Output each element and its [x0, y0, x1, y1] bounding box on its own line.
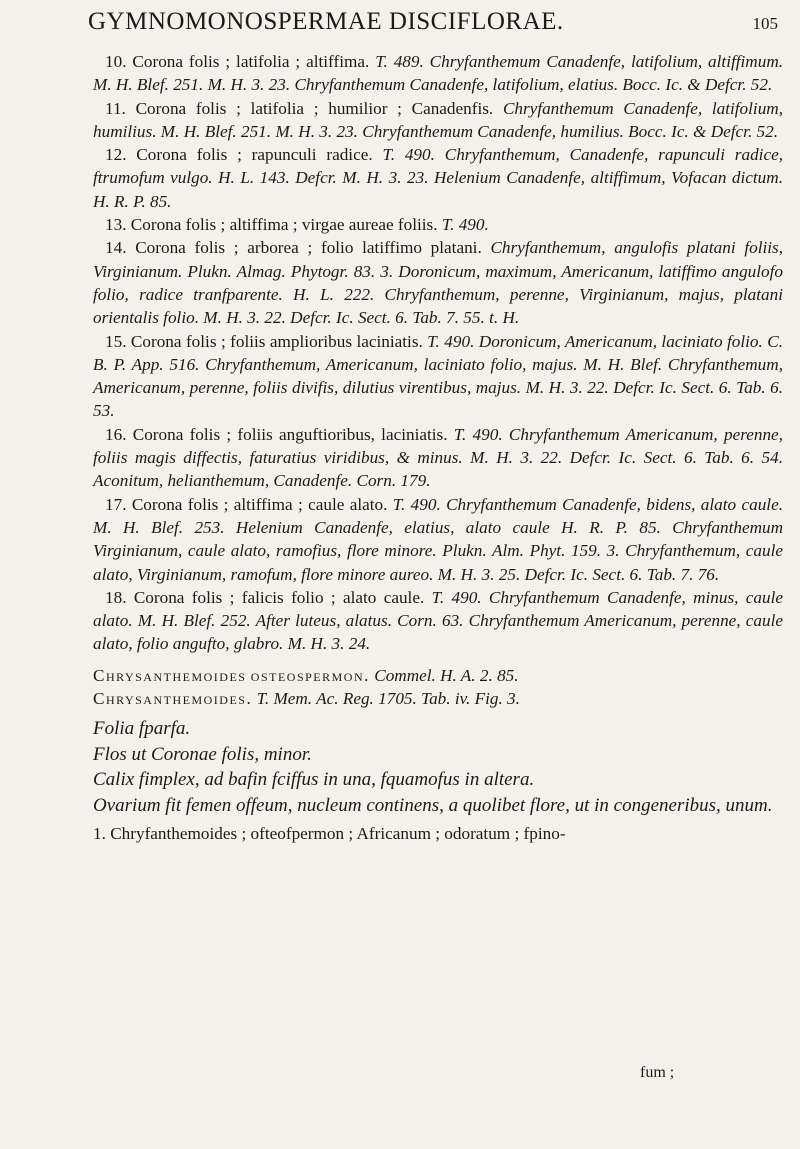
genus-reference: Commel. H. A. 2. 85.	[374, 665, 519, 685]
entry-synonyms: T. 489. Chryfanthemum Canadenfe, latifolium, altiffimum. M. H. Blef. 251. M. H. 3. 23. Chryfanthemum Canadenfe, latifolium, elatius. Bocc. Ic. & Defcr. 52.	[93, 52, 784, 95]
genus-description	[93, 716, 783, 818]
entry-diagnosis: Corona folis ; arborea ; folio latiffimo platani.	[135, 238, 482, 258]
entry-diagnosis: Corona folis ; altiffima ; virgae aureae foliis.	[130, 215, 438, 235]
genus-heading-1	[93, 664, 783, 687]
entry-number: 16.	[105, 424, 127, 444]
genus-heading-2	[93, 687, 783, 710]
genus-name: Chrysanthemoides	[93, 665, 247, 685]
entry-synonyms: T. 490. Chryfanthemum, Canadenfe, rapunculi radice, ftrumofum vulgo. H. L. 143. Defcr. M. H. 3. 23. Helenium Canadenfe, altiffimum, Vofacan dictum. H. R. P. 85.	[93, 145, 783, 211]
entry-diagnosis: Corona folis ; foliis anguftioribus, laciniatis.	[132, 424, 448, 444]
entry-diagnosis: Corona folis ; latifolia ; humilior ; Canadenfis.	[135, 98, 494, 118]
genus-name: Chrysanthemoides.	[93, 689, 253, 709]
description-line: Folia fparfa.	[93, 718, 191, 740]
entry-number: 12.	[105, 145, 127, 165]
species-entry	[93, 213, 783, 236]
entry-synonyms: T. 490.	[441, 215, 489, 235]
species-entry	[93, 330, 783, 423]
entry-number: 13.	[105, 215, 127, 235]
species-entry	[93, 50, 783, 97]
species-entry	[93, 143, 783, 213]
entry-diagnosis: Corona folis ; foliis amplioribus laciniatis.	[130, 331, 423, 351]
entry-number: 18.	[105, 587, 127, 607]
running-title: GYMNOMONOSPERMAE DISCIFLORAE.	[88, 8, 564, 35]
entry-number: 14.	[105, 238, 127, 258]
entry-diagnosis: Corona folis ; falicis folio ; alato caule.	[133, 587, 425, 607]
entry-number: 15.	[105, 331, 127, 351]
page-number: 105	[752, 14, 778, 33]
description-line: Ovarium fit femen offeum, nucleum continens, a quolibet flore, ut in congeneribus, unum.	[93, 794, 773, 816]
entry-synonyms: T. 490. Chryfanthemum Canadenfe, bidens, alato caule. M. H. Blef. 253. Helenium Canadenfe, elatius, alato caule H. R. P. 85. Chryfanthemum Virginianum, caule alato, ramofius, flore minore. Plukn. Alm. Phyt. 159. 3. Chryfanthemum, caule alato, Virginianum, ramofum, flore minore aureo. M. H. 3. 25. Defcr. Ic. Sect. 6. Tab. 7. 76.	[93, 494, 783, 584]
running-header	[88, 8, 778, 36]
description-line: Calix fimplex, ad bafin fciffus in una, fquamofus in altera.	[93, 769, 535, 791]
entry-synonyms: T. 490. Chryfanthemum Americanum, perenne, foliis magis diffectis, faturatius viridibus, & minus. M. H. 3. 22. Defcr. Ic. Sect. 6. Tab. 6. 54. Aconitum, helianthemum, Canadenfe. Corn. 179.	[93, 424, 783, 491]
entry-synonyms: Chryfanthemum, angulofis platani foliis, Virginianum. Plukn. Almag. Phytogr. 83. 3. Doronicum, maximum, Americanum, latiffimo angulofo folio, radice tranfparente. H. L. 222. Chryfanthemum, perenne, Virginianum, majus, platani orientalis folio. M. H. 3. 22. Defcr. Ic. Sect. 6. Tab. 7. 55. t. H.	[93, 238, 784, 328]
entry-number: 17.	[105, 494, 127, 514]
entry-diagnosis: Corona folis ; latifolia ; altiffima.	[132, 52, 370, 71]
description-line: Flos ut Coronae folis, minor.	[93, 743, 312, 765]
species-entry	[93, 423, 783, 493]
species-entry	[93, 97, 783, 144]
species-entry-1: 1. Chryfanthemoides ; ofteofpermon ; Africanum ; odoratum ; fpino-	[93, 824, 566, 844]
entry-number: 11.	[105, 98, 126, 118]
species-entry	[93, 236, 783, 329]
entry-number: 10.	[105, 52, 127, 71]
species-entry	[93, 586, 783, 656]
catchword: fum ;	[640, 1064, 675, 1081]
species-entry	[93, 493, 783, 586]
genus-epithet: osteospermon.	[250, 665, 370, 685]
entry-synonyms: Chryfanthemum Canadenfe, latifolium, humilius. M. H. Blef. 251. M. H. 3. 23. Chryfanthemum Canadenfe, humilius. Bocc. Ic. & Defcr. 52.	[93, 98, 783, 141]
genus-reference: T. Mem. Ac. Reg. 1705. Tab. iv. Fig. 3.	[256, 689, 520, 709]
entry-diagnosis: Corona folis ; rapunculi radice.	[136, 145, 373, 165]
entry-synonyms: T. 490. Doronicum, Americanum, laciniato folio. C. B. P. App. 516. Chryfanthemum, Americanum, laciniato folio, majus. M. H. Blef. Chryfanthemum, Americanum, perenne, foliis divifis, dilutius virentibus, majus. M. H. 3. 22. Defcr. Ic. Sect. 6. Tab. 6. 53.	[93, 331, 783, 421]
entry-list	[93, 50, 783, 656]
text-body	[93, 50, 783, 846]
entry-diagnosis: Corona folis ; altiffima ; caule alato.	[131, 494, 388, 514]
entry-synonyms: T. 490. Chryfanthemum Canadenfe, minus, caule alato. M. H. Blef. 252. After luteus, alatus. Corn. 63. Chryfanthemum Americanum, perenne, caule alato, folio angufto, glabro. M. H. 3. 24.	[93, 587, 784, 654]
